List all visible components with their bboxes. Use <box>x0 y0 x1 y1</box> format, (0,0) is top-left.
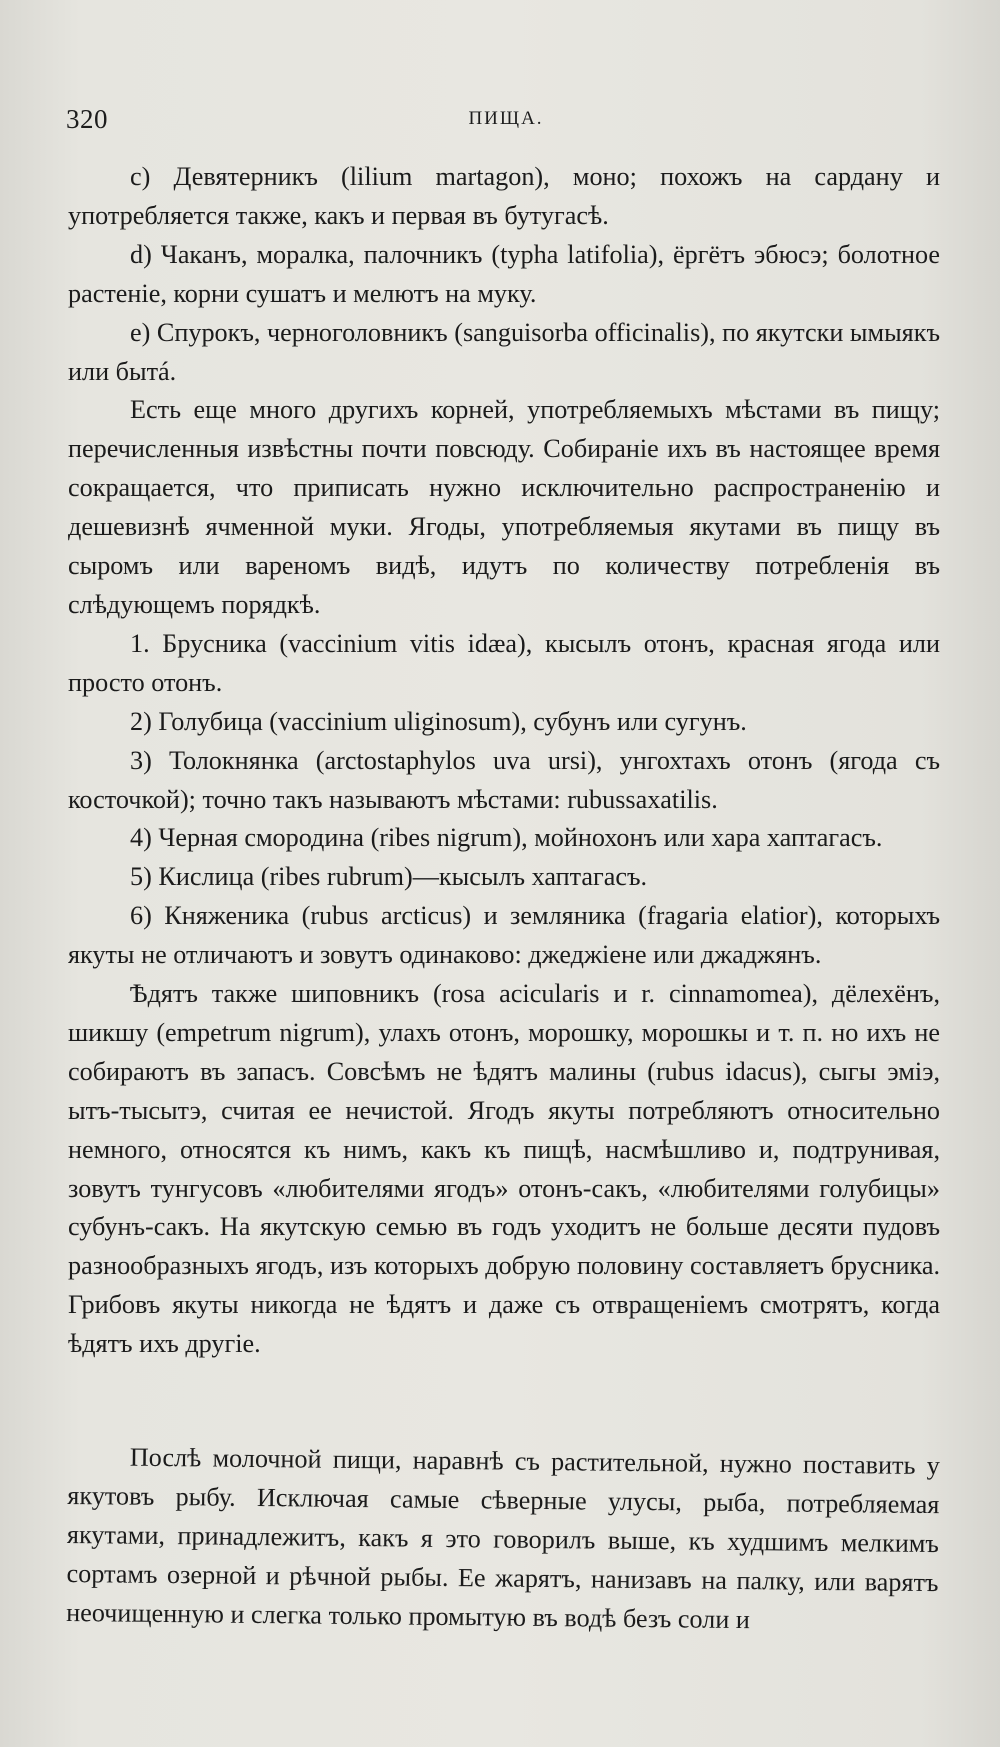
paragraph-devyaternik: с) Девятерникъ (lilium martagon), моно; похожъ на сардану и употребляется также, какъ и первая въ бутугасѣ. <box>68 162 940 230</box>
paragraph-other-roots: Есть еще много другихъ корней, употребляемыхъ мѣстами въ пищу; перечисленныя извѣстны почти повсюду. Собираніе ихъ въ настоящее время сокращается, что приписать нужно исключительно распространенію и дешевизнѣ ячменной муки. Ягоды, употребляемыя якутами въ пищу въ сыромъ или вареномъ видѣ, идутъ по количеству потребленія въ слѣдующемъ порядкѣ. <box>68 395 940 619</box>
paragraph-smorodina: 4) Черная смородина (ribes nigrum), мойнохонъ или хара хаптагасъ. <box>130 823 883 853</box>
paragraph-chakan: d) Чаканъ, моралка, палочникъ (typha latifolia), ёргётъ эбюсэ; болотное растеніе, корни сушатъ и мелютъ на муку. <box>68 239 940 308</box>
running-title: ПИЩА. <box>468 108 544 129</box>
paragraph-other-berries: Ѣдятъ также шиповникъ (rosa acicularis и r. cinnamomea), дёлехёнъ, шикшу (empetrum nigrum), улахъ отонъ, морошку, морошкы и т. п. но ихъ не собираютъ въ запасъ. Совсѣмъ не ѣдятъ малины (rubus idacus), сыгы эмiэ, ытъ-тысытэ, считая ее нечистой. Ягодъ якуты потребляютъ относительно немного, относятся къ нимъ, какъ къ пищѣ, насмѣшливо и, подтрунивая, зовутъ тунгусовъ «любителями ягодъ» отонъ-сакъ, «любителями голубицы» субунъ-сакъ. На якутскую семью въ годъ уходитъ не больше десяти пудовъ разнообразныхъ ягодъ, изъ которыхъ добрую половину составляетъ брусника. Грибовъ якуты никогда не ѣдятъ и даже съ отвращеніемъ смотрятъ, когда ѣдятъ ихъ другіе. <box>68 979 940 1359</box>
body-text <box>68 158 940 1633</box>
page-number: 320 <box>66 104 108 134</box>
section-gap <box>68 1364 940 1438</box>
paragraph-spurok: e) Спурокъ, черноголовникъ (sanguisorba officinalis), по якутски ымыякъ или бытá. <box>68 317 940 386</box>
paragraph-brusnika: 1. Брусника (vaccinium vitis idæa), кысылъ отонъ, красная ягода или просто отонъ. <box>68 628 940 697</box>
paragraph-kislitsa: 5) Кислица (ribes rubrum)—кысылъ хаптагасъ. <box>130 862 648 892</box>
paragraph-fish: Послѣ молочной пищи, наравнѣ съ растительной, нужно поставить у якутовъ рыбу. Исключая самые сѣверные улусы, рыба, потребляемая якутами, принадлежитъ, какъ я это говорилъ выше, къ худшимъ мелкимъ сортамъ озерной и рѣчной рыбы. Ее жарятъ, нанизавъ на палку, или варятъ неочищенную и слегка только промытую въ водѣ безъ соли и <box>66 1442 940 1634</box>
page-header <box>66 98 946 138</box>
paragraph-knyazhenika: 6) Княженика (rubus arcticus) и земляника (fragaria elatior), которыхъ якуты не отличаютъ и зовутъ одинаково: джеджіене или джаджянъ. <box>68 901 940 970</box>
paragraph-toloknyanka: 3) Толокнянка (arctostaphylos uva ursi), унгохтахъ отонъ (ягода съ косточкой); точно такъ называютъ мѣстами: rubussaxatilis. <box>68 745 940 814</box>
paragraph-golubitsa: 2) Голубица (vaccinium uliginosum), субунъ или сугунъ. <box>130 706 747 736</box>
fish-section <box>66 1438 940 1642</box>
